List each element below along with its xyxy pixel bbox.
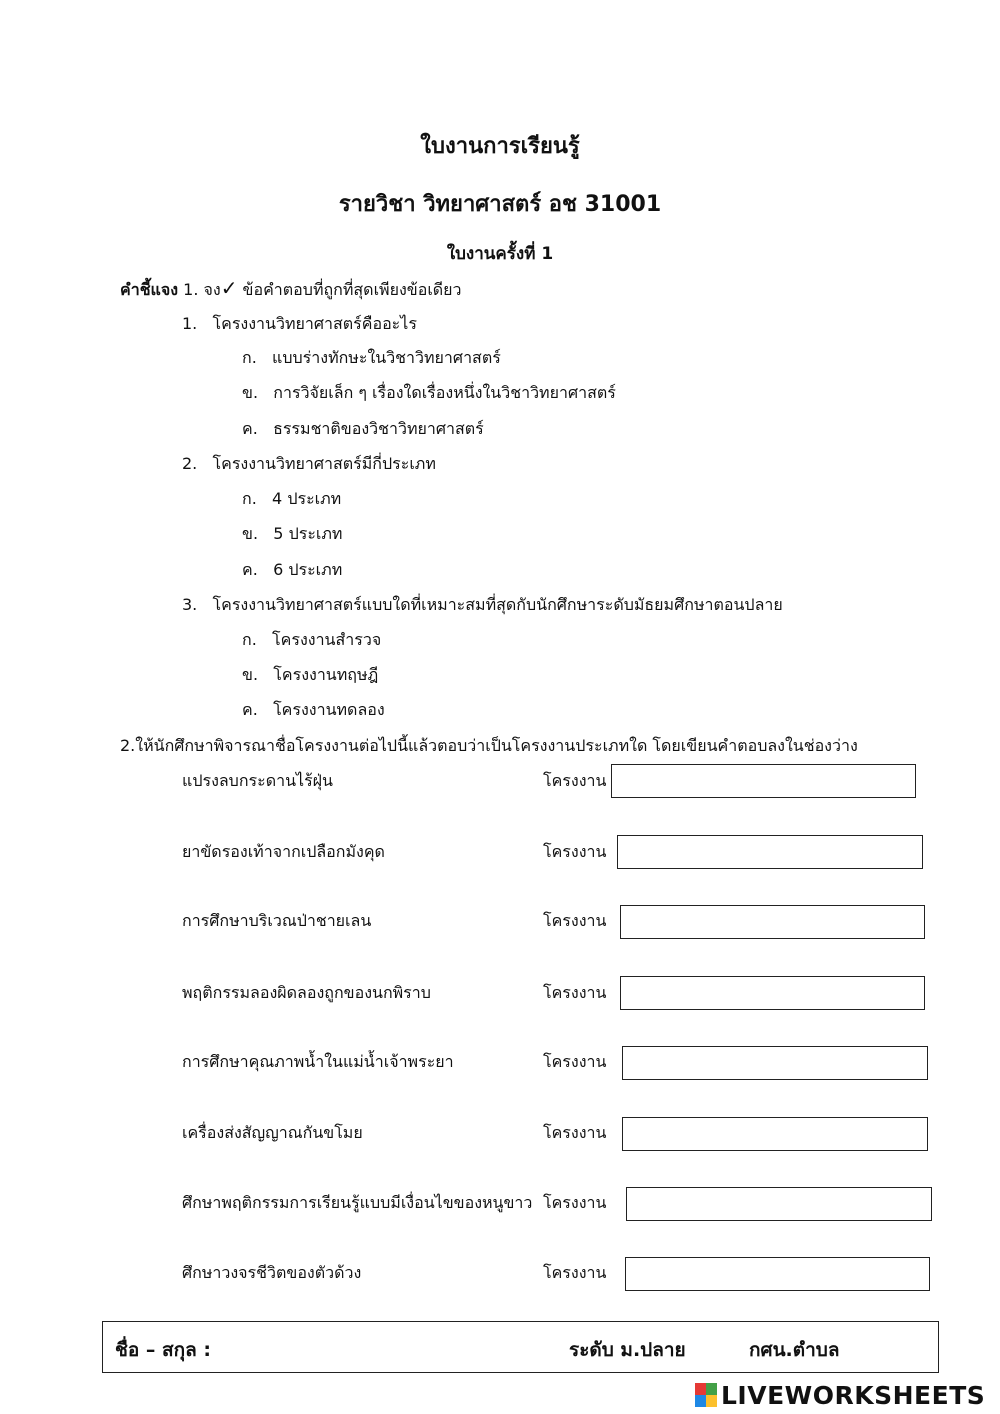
answer-input[interactable] bbox=[626, 1187, 932, 1221]
option-text: 4 ประเภท bbox=[272, 489, 342, 508]
option-letter: ค. bbox=[242, 419, 258, 438]
part2-instruction: 2.ให้นักศึกษาพิจารณาชื่อโครงงานต่อไปนี้แล้วตอบว่าเป็นโครงงานประเภทใด โดยเขียนคำตอบลงในช่องว่าง bbox=[120, 736, 858, 755]
liveworksheets-brand bbox=[695, 1380, 985, 1410]
option-letter: ข. bbox=[242, 665, 259, 684]
option-letter: ข. bbox=[242, 524, 259, 543]
q3-option-a[interactable] bbox=[242, 629, 381, 651]
project-name: ศึกษาวงจรชีวิตของตัวด้วง bbox=[182, 1263, 362, 1282]
question-2 bbox=[182, 453, 436, 475]
option-letter: ก. bbox=[242, 489, 257, 508]
answer-input[interactable] bbox=[622, 1046, 928, 1080]
answer-input[interactable] bbox=[620, 976, 925, 1010]
option-text: การวิจัยเล็ก ๆ เรื่องใดเรื่องหนึ่งในวิชาวิทยาศาสตร์ bbox=[273, 383, 616, 402]
session-title: ใบงานครั้งที่ 1 bbox=[446, 244, 554, 264]
q3-option-b[interactable] bbox=[242, 664, 378, 686]
question-text: โครงงานวิทยาศาสตร์มีกี่ประเภท bbox=[212, 454, 436, 473]
option-text: 5 ประเภท bbox=[273, 524, 343, 543]
question-number: 3. bbox=[182, 595, 198, 614]
project-label: โครงงาน bbox=[543, 771, 607, 790]
project-label: โครงงาน bbox=[543, 1193, 607, 1212]
option-letter: ค. bbox=[242, 560, 258, 579]
project-name: แปรงลบกระดานไร้ฝุ่น bbox=[182, 771, 333, 790]
logo-block bbox=[706, 1383, 717, 1395]
question-text: โครงงานวิทยาศาสตร์คืออะไร bbox=[212, 314, 417, 333]
option-letter: ค. bbox=[242, 700, 258, 719]
project-name: การศึกษาบริเวณป่าชายเลน bbox=[182, 911, 372, 930]
project-label: โครงงาน bbox=[543, 1123, 607, 1142]
q1-option-c[interactable] bbox=[242, 418, 484, 440]
center-label: กศน.ตำบล bbox=[749, 1339, 840, 1361]
logo-block bbox=[695, 1383, 706, 1395]
answer-input[interactable] bbox=[620, 905, 925, 939]
name-label: ชื่อ – สกุล : bbox=[115, 1339, 211, 1361]
option-text: โครงงานทฤษฎี bbox=[273, 665, 379, 684]
brand-text: LIVEWORKSHEETS bbox=[721, 1380, 986, 1410]
liveworksheets-logo-icon bbox=[695, 1383, 717, 1407]
answer-input[interactable] bbox=[617, 835, 923, 869]
option-letter: ข. bbox=[242, 383, 259, 402]
logo-block bbox=[695, 1395, 706, 1407]
option-text: โครงงานสำรวจ bbox=[272, 630, 382, 649]
answer-input[interactable] bbox=[622, 1117, 928, 1151]
question-3 bbox=[182, 594, 783, 616]
question-text: โครงงานวิทยาศาสตร์แบบใดที่เหมาะสมที่สุดกับนักศึกษาระดับมัธยมศึกษาตอนปลาย bbox=[212, 595, 783, 614]
option-text: แบบร่างทักษะในวิชาวิทยาศาสตร์ bbox=[272, 348, 501, 367]
instructions-label: คำชี้แจง bbox=[120, 280, 179, 299]
subject-title: รายวิชา วิทยาศาสตร์ อช 31001 bbox=[338, 192, 662, 217]
answer-input[interactable] bbox=[611, 764, 916, 798]
checkmark-icon: ✓ bbox=[220, 276, 238, 300]
q2-option-a[interactable] bbox=[242, 488, 341, 510]
project-name: ยาขัดรองเท้าจากเปลือกมังคุด bbox=[182, 842, 385, 861]
instructions-prefix: 1. จง bbox=[183, 280, 221, 299]
project-label: โครงงาน bbox=[543, 983, 607, 1002]
q2-option-c[interactable] bbox=[242, 559, 342, 581]
question-number: 2. bbox=[182, 454, 198, 473]
logo-block bbox=[706, 1395, 717, 1407]
option-letter: ก. bbox=[242, 630, 257, 649]
option-text: ธรรมชาติของวิชาวิทยาศาสตร์ bbox=[273, 419, 484, 438]
project-name: การศึกษาคุณภาพน้ำในแม่น้ำเจ้าพระยา bbox=[182, 1052, 454, 1071]
option-text: 6 ประเภท bbox=[273, 560, 343, 579]
project-label: โครงงาน bbox=[543, 911, 607, 930]
option-text: โครงงานทดลอง bbox=[273, 700, 385, 719]
question-1 bbox=[182, 313, 417, 335]
student-info-box bbox=[102, 1321, 939, 1373]
option-letter: ก. bbox=[242, 348, 257, 367]
project-name: พฤติกรรมลองผิดลองถูกของนกพิราบ bbox=[182, 983, 431, 1002]
q1-option-b[interactable] bbox=[242, 382, 616, 404]
instructions-text: ข้อคำตอบที่ถูกที่สุดเพียงข้อเดียว bbox=[242, 280, 462, 299]
project-label: โครงงาน bbox=[543, 1052, 607, 1071]
worksheet-title: ใบงานการเรียนรู้ bbox=[420, 134, 580, 159]
q1-option-a[interactable] bbox=[242, 347, 501, 369]
q3-option-c[interactable] bbox=[242, 699, 385, 721]
project-label: โครงงาน bbox=[543, 1263, 607, 1282]
q2-option-b[interactable] bbox=[242, 523, 342, 545]
project-name: เครื่องส่งสัญญาณกันขโมย bbox=[182, 1123, 363, 1142]
level-label: ระดับ ม.ปลาย bbox=[569, 1339, 686, 1361]
project-name: ศึกษาพฤติกรรมการเรียนรู้แบบมีเงื่อนไขของหนูขาว bbox=[182, 1193, 533, 1212]
project-label: โครงงาน bbox=[543, 842, 607, 861]
answer-input[interactable] bbox=[625, 1257, 930, 1291]
instructions-line bbox=[120, 277, 462, 301]
question-number: 1. bbox=[182, 314, 198, 333]
